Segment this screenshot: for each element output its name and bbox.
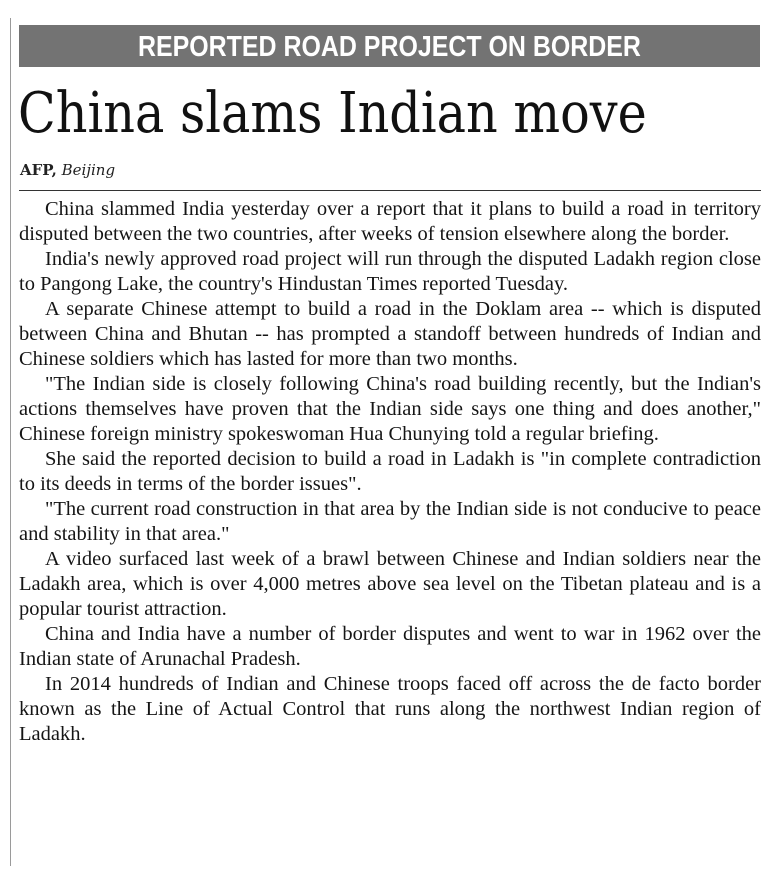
kicker-text: REPORTED ROAD PROJECT ON BORDER <box>137 31 641 63</box>
article-body <box>19 197 761 747</box>
byline-divider <box>19 190 761 191</box>
byline <box>20 160 115 180</box>
article-paragraph: She said the reported decision to build a road in Ladakh is "in complete contradiction to its deeds in terms of the border issues". <box>19 448 761 495</box>
article-paragraph: A separate Chinese attempt to build a road in the Doklam area -- which is disputed between China and Bhutan -- has prompted a standoff between hundreds of Indian and Chinese soldiers which has lasted for more than two months. <box>19 298 761 370</box>
kicker-banner <box>19 25 760 67</box>
byline-dateline: Beijing <box>61 161 116 179</box>
headline-text: China slams Indian move <box>18 81 647 146</box>
column-rule <box>10 18 11 866</box>
article-paragraph: In 2014 hundreds of Indian and Chinese troops faced off across the de facto border known as the Line of Actual Control that runs along the northwest Indian region of Ladakh. <box>19 673 761 745</box>
article-paragraph: China slammed India yesterday over a report that it plans to build a road in territory disputed between the two countries, after weeks of tension elsewhere along the border. <box>19 198 761 245</box>
article-paragraph: India's newly approved road project will run through the disputed Ladakh region close to Pangong Lake, the country's Hindustan Times reported Tuesday. <box>19 248 761 295</box>
article-paragraph: "The current road construction in that area by the Indian side is not conducive to peace and stability in that area." <box>19 498 761 545</box>
article-paragraph: China and India have a number of border disputes and went to war in 1962 over the Indian state of Arunachal Pradesh. <box>19 623 761 670</box>
article-paragraph: A video surfaced last week of a brawl between Chinese and Indian soldiers near the Ladakh area, which is over 4,000 metres above sea level on the Tibetan plateau and is a popular tourist attraction. <box>19 548 761 620</box>
byline-agency: AFP, <box>20 161 57 179</box>
headline <box>18 74 768 154</box>
article-paragraph: "The Indian side is closely following China's road building recently, but the Indian's actions themselves have proven that the Indian side says one thing and does another," Chinese foreign ministry spokeswoman Hua Chunying told a regular briefing. <box>19 373 761 445</box>
